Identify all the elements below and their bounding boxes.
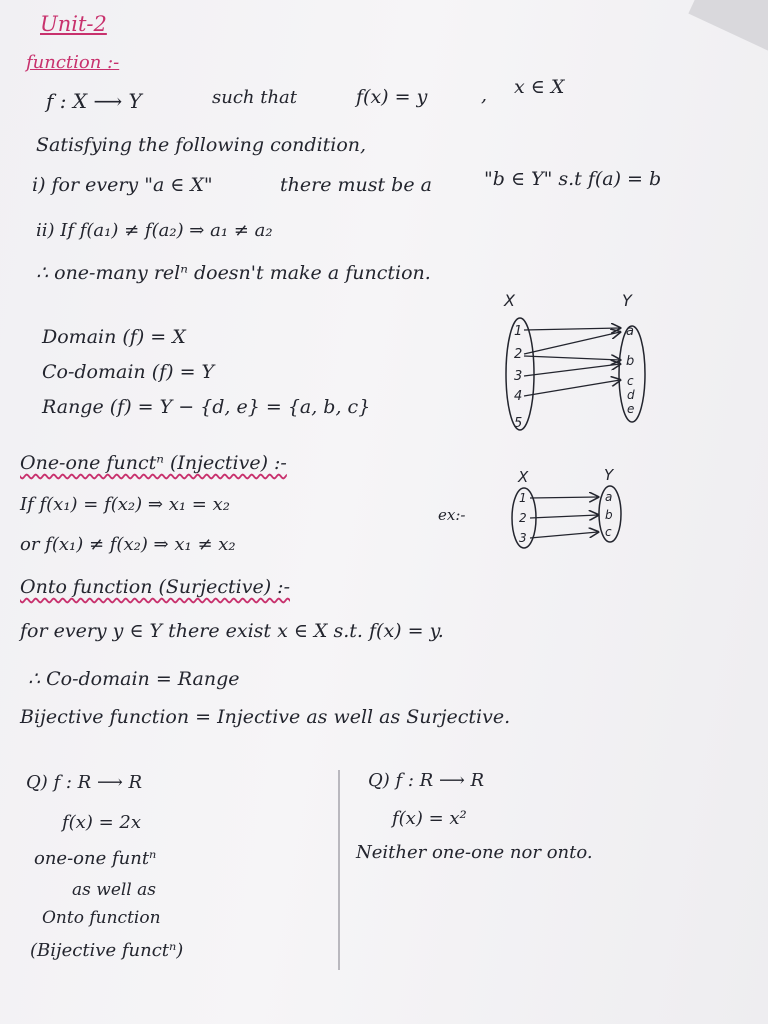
surjective-heading: Onto function (Surjective) :- (20, 576, 290, 598)
one-many-note: ∴ one-many relⁿ doesn't make a function. (36, 262, 431, 284)
arrow2-3-c (530, 532, 598, 538)
right-fx: f(x) = x² (392, 808, 467, 829)
y-element-d: d (627, 388, 635, 402)
codomain-line: Co-domain (f) = Y (42, 361, 215, 383)
surjective-line-1: for every y ∈ Y there exist x ∈ X s.t. f(x) = y. (20, 620, 444, 642)
arrow2-2-b (530, 515, 598, 518)
domain-line: Domain (f) = X (42, 326, 186, 348)
right-answer-1: Neither one-one nor onto. (356, 842, 593, 863)
diagram1-y-label: Y (622, 291, 632, 310)
arrow-1-a (524, 328, 620, 330)
injective-line-2: or f(x₁) ≠ f(x₂) ⇒ x₁ ≠ x₂ (20, 534, 236, 555)
x-element-5: 5 (514, 416, 523, 431)
topic-heading: function :- (26, 52, 120, 73)
injective-heading: One-one functⁿ (Injective) :- (20, 452, 287, 474)
bijective-line: Bijective function = Injective as well as Surjective. (20, 706, 511, 728)
y-element-c: c (627, 374, 634, 388)
injective-line-1: If f(x₁) = f(x₂) ⇒ x₁ = x₂ (20, 494, 230, 515)
mapping-diagram-2 (500, 466, 640, 552)
condition-1-end: "b ∈ Y" s.t f(a) = b (484, 168, 662, 190)
example-label: ex:- (438, 506, 466, 524)
x2-element-1: 1 (519, 491, 527, 505)
arrow-3-b (524, 364, 620, 376)
column-divider (338, 770, 340, 970)
y2-element-a: a (605, 490, 613, 504)
diagram1-x-label: X (504, 291, 515, 310)
arrow2-1-a (530, 497, 598, 498)
surjective-line-2: ∴ Co-domain = Range (28, 668, 240, 690)
y-element-b: b (626, 354, 635, 369)
x2-element-3: 3 (519, 531, 527, 545)
arrow-2-b (524, 356, 620, 360)
x-element-1: 1 (514, 324, 523, 339)
domain-note: x ∈ X (514, 76, 565, 98)
left-answer-3: Onto function (42, 908, 161, 928)
right-question: Q) f : R ⟶ R (368, 770, 485, 791)
left-answer-4: (Bijective functⁿ) (30, 940, 184, 961)
condition-2: ii) If f(a₁) ≠ f(a₂) ⇒ a₁ ≠ a₂ (36, 220, 273, 241)
satisfying-text: Satisfying the following condition, (36, 134, 367, 156)
left-answer-2: as well as (72, 880, 157, 900)
left-fx: f(x) = 2x (62, 812, 141, 833)
y-element-a: a (626, 324, 634, 339)
y2-element-b: b (605, 508, 613, 522)
x2-element-2: 2 (519, 511, 527, 525)
condition-1-mid: there must be a (280, 174, 432, 196)
such-that-text: such that (212, 87, 298, 108)
left-question: Q) f : R ⟶ R (26, 772, 143, 793)
range-line: Range (f) = Y − {d, e} = {a, b, c} (42, 396, 371, 418)
comma: , (481, 84, 488, 106)
arrow-4-c (524, 380, 620, 396)
left-answer-1: one-one funtⁿ (34, 848, 157, 869)
mapping-diagram-1 (490, 288, 670, 440)
function-mapping: f : X ⟶ Y (46, 89, 142, 113)
function-rule: f(x) = y (356, 86, 428, 108)
x-element-2: 2 (514, 347, 523, 362)
y-element-e: e (627, 402, 635, 416)
condition-1-start: i) for every "a ∈ X" (32, 174, 213, 196)
diagram2-x-label: X (518, 468, 529, 486)
x-element-3: 3 (514, 369, 523, 384)
diagram2-y-label: Y (604, 466, 614, 484)
x-element-4: 4 (514, 389, 523, 404)
y2-element-c: c (605, 525, 612, 539)
arrow-2-a (524, 332, 620, 354)
unit-title: Unit-2 (40, 12, 107, 36)
